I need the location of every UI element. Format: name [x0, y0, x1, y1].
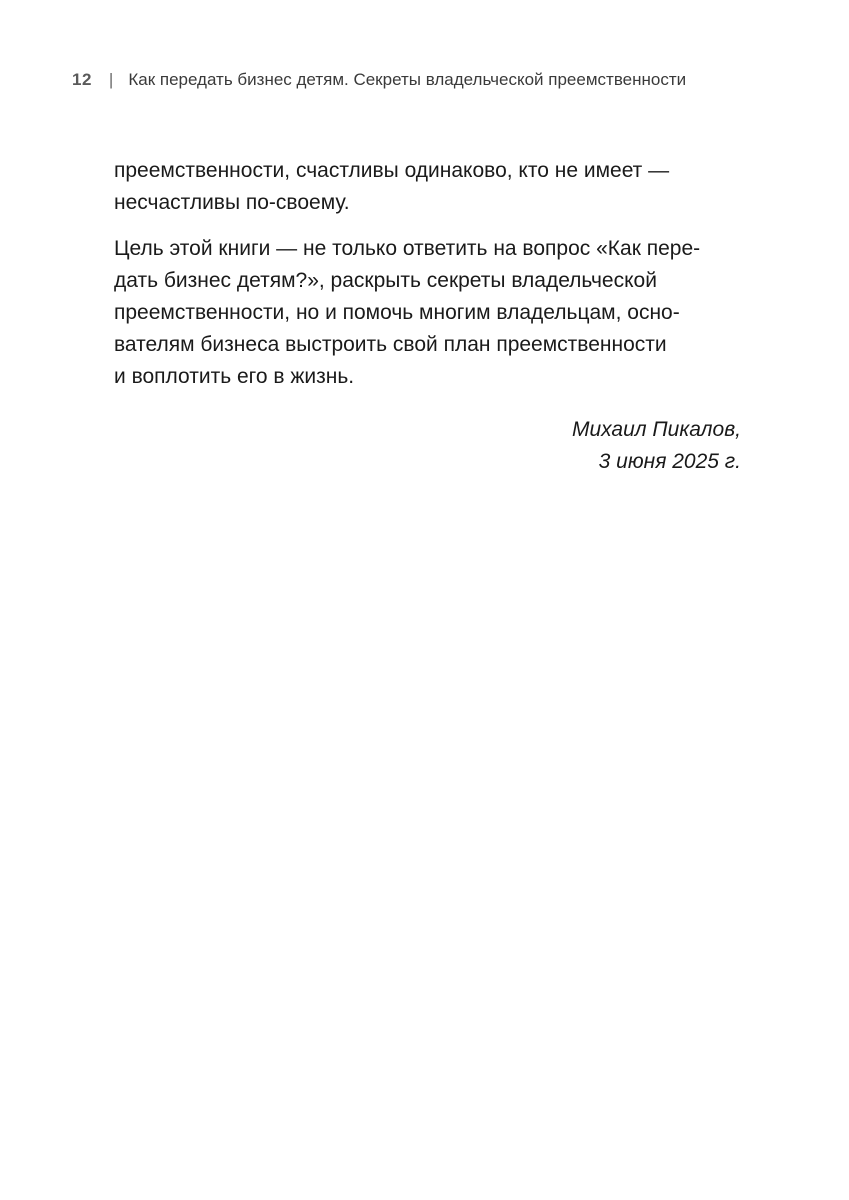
text-line: вателям бизнеса выстроить свой план преемственности: [114, 333, 667, 356]
paragraph-2: [114, 233, 744, 393]
book-title: Как передать бизнес детям. Секреты владельческой преемственности: [128, 70, 687, 89]
body-text: [114, 155, 744, 393]
signature-author: Михаил Пикалов,: [571, 418, 741, 441]
signature: [572, 414, 741, 478]
signature-date: 3 июня 2025 г.: [598, 450, 741, 473]
text-line: и воплотить его в жизнь.: [114, 365, 355, 388]
header-divider: |: [108, 70, 114, 89]
running-header: [72, 70, 686, 90]
text-line: преемственности, но и помочь многим владельцам, осно-: [114, 301, 680, 324]
page-number: 12: [72, 70, 92, 89]
text-line: дать бизнес детям?», раскрыть секреты владельческой: [114, 269, 657, 292]
text-line: Цель этой книги — не только ответить на вопрос «Как пере-: [114, 237, 701, 260]
paragraph-1: [114, 155, 744, 219]
text-line: преемственности, счастливы одинаково, кто не имеет —: [114, 159, 670, 182]
text-line: несчастливы по-своему.: [114, 191, 350, 214]
